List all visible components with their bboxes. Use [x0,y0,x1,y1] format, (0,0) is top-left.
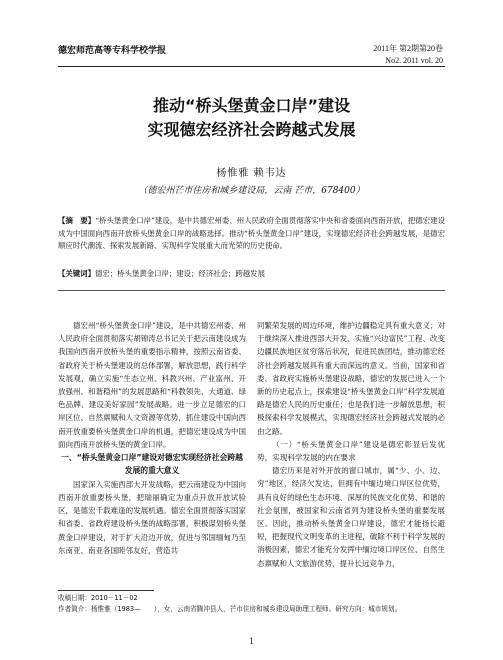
issue-info [373,43,443,67]
keywords-text: 德宏；桥头堡黄金口岸；建设；经济社会；跨越发展 [94,269,265,278]
abstract-label: 【摘 要】 [58,216,96,225]
journal-name: 德宏师范高等专科学校学报 [58,46,167,56]
abstract-text: “桥头堡黄金口岸”建设，是中共德宏州委、州人民政府全面贯彻落实中央和省委面向西南开放，把德宏建设成为中国面向西南开放桥头堡黄金口岸的战略选择。推动“桥头堡黄金口岸”建设，实现德宏经济社会跨越发展，是德宏顺应时代潮流、探索发展新路、实现科学发展重大而光荣的历史使命。 [58,216,445,250]
keywords [58,268,445,280]
body-column-left [58,319,246,557]
authors: 杨惟雅 赖韦达 [216,168,287,179]
keywords-label: 【关键词】 [58,269,95,278]
body-paragraph: 德宏历来是对外开放的窗口城市，属“少、小、边、穷”地区，经济欠发达，但拥有中缅边境口岸区位优势，具有良好的绿色生态环境、深厚的民族文化优势、和谐的社会氛围，被国家和云南省列为建设桥头堡的重要发展区。因此，推动桥头堡黄金口岸建设，德宏才能扬长避短，把握现代文明变革的主进程，破除不利于科学发展的消极因素，德宏才能充分发挥中缅边境口岸区位、自然生态禀赋和人文旅游优势，提升长远竞争力， [257,466,445,568]
abstract [58,215,445,253]
issue-en: No2. 2011 vol. 20 [385,56,443,65]
section-heading: 一、“桥头堡黄金口岸”建设对德宏实现经济社会跨越发展的重大意义 [61,453,243,476]
body-paragraph: 德宏州“桥头堡黄金口岸”建设，是中共德宏州委、州人民政府全面贯彻落实胡锦涛总书记关于把云南建设成为我国向西南开放桥头堡的重要指示精神，按照云南省委、省政府关于桥头堡建设的总体部署，解放思想，践行科学发展观，确立实施“生态立州、科教兴州、产业富州、开放强州、和谐稳州”的发展思路和“科教领先、大通道、绿色品牌、建设美好家园”发展战略。进一步立足德宏的口岸区位、自然禀赋和人文资源等优势，抓住建设中国向西南开放重要桥头堡黄金口岸的机遇，把德宏建设成为中国面向西南开放桥头堡的黄金口岸。 [58,321,246,449]
title-line-2: 实现德宏经济社会跨越式发展 [147,120,356,139]
footnote-rule [58,590,154,591]
page-number: 1 [249,636,254,646]
section-heading: （一）“桥头堡黄金口岸”建设是德宏彰显后发优势，实现科学发展的内在要求 [257,439,445,463]
section-rule [58,290,445,291]
affiliation: （德宏州芒市住房和城乡建设局，云南 芒市，678400） [138,186,365,196]
body-column-right [257,319,445,570]
header-rule [58,66,445,67]
footnote-received: 收稿日期：2010－11－02 [58,594,138,602]
title-line-1: 推动“桥头堡黄金口岸”建设 [152,96,351,115]
body-paragraph: 同繁荣发展的周边环境，维护边疆稳定具有重大意义；对于继续深入推进西部大开发、实施“兴边富民”工程、改变边疆民族地区贫穷落后状况，促进民族团结，推动德宏经济社会跨越发展具有重大而深远的意义。当前，国家和省委、省政府实施桥头堡建设战略，德宏的发展已进入一个新的历史起点上，探索建设“桥头堡黄金口岸”科学发展道路是德宏人民的历史重任；也是我们进一步解放思想，积极探索科学发展模式，实现德宏经济社会跨越式发展的必由之路。 [257,321,445,436]
issue-cn: 2011年 第2期第20卷 [373,44,443,53]
footnote-author: 作者简介：杨惟雅（1983— ），女，云南省腾冲县人，芒市住房和城乡建设局助理工程师。研究方向：城市规划。 [58,605,402,613]
body-paragraph: 国家深入实施西部大开发战略，把云南建设为中国向西南开放重要桥头堡，把瑞丽确定为重点开放开放试验区，是德宏千载难逢的发展机遇。德宏全面贯彻落实国家和省委、省政府建设桥头堡的战略部署，积极谋划桥头堡黄金口岸建设，对于扩大沿边开放，促进与邻国缅甸乃至东南亚、南亚各国睦邻友好，营造共 [58,479,246,555]
